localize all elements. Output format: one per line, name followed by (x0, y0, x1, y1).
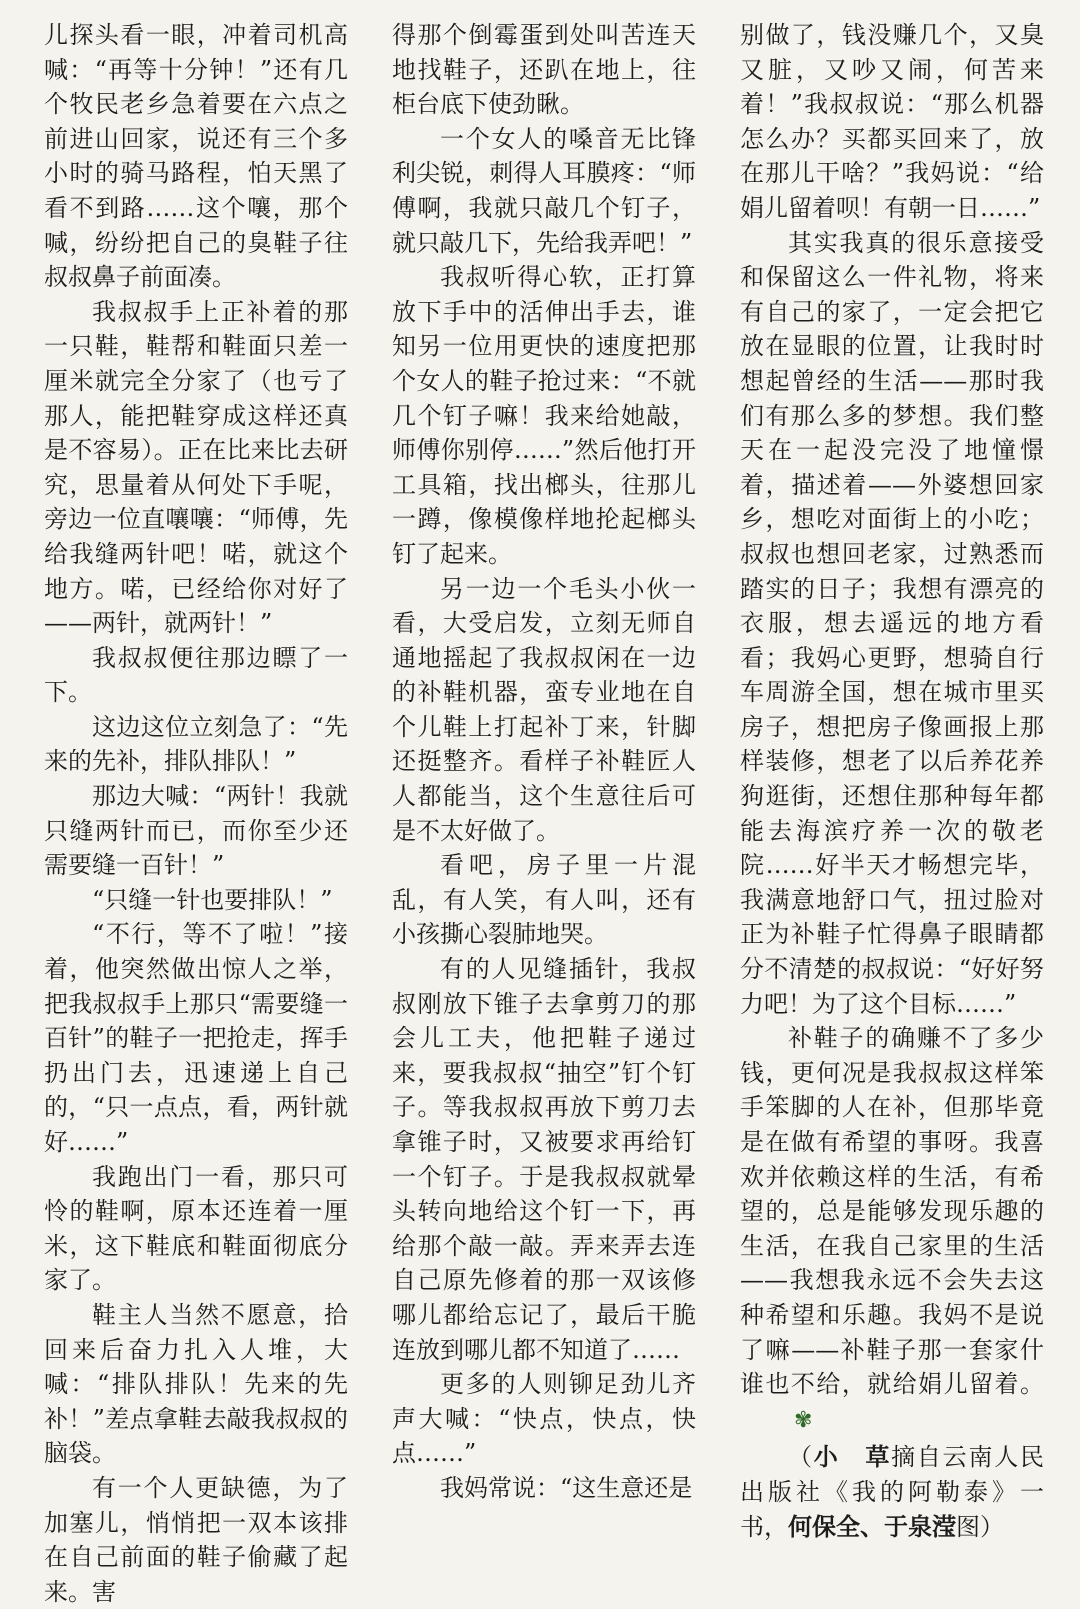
column-2 (392, 18, 696, 1609)
article-credit (740, 1440, 1044, 1544)
paragraph: 看吧，房子里一片混乱，有人笑，有人叫，还有小孩撕心裂肺地哭。 (392, 851, 696, 949)
paragraph: 儿探头看一眼，冲着司机高喊：“再等十分钟！”还有几个牧民老乡急着要在六点之前进山回家，说还有三个多小时的骑马路程，怕天黑了看不到路……这个嚷，那个喊，纷纷把自己的臭鞋子往叔叔鼻子前面凑。 (44, 21, 348, 292)
credit-source: 摘自云南人民出版社《我的阿勒泰》一书， (740, 1443, 1045, 1541)
credit-illustrators: 何保全、于泉滢 (788, 1511, 956, 1541)
paragraph: 得那个倒霉蛋到处叫苦连天地找鞋子，还趴在地上，往柜台底下使劲瞅。 (392, 21, 696, 119)
paragraph: 别做了，钱没赚几个，又臭又脏，又吵又闹，何苦来着！”我叔叔说：“那么机器怎么办？买都买回来了，放在那儿干啥？”我妈说：“给娟儿留着呗！有朝一日……” (740, 21, 1044, 222)
article-columns (44, 18, 1044, 1609)
paragraph: 更多的人则铆足劲儿齐声大喊：“快点，快点，快点……” (392, 1370, 696, 1468)
paragraph: 我叔听得心软，正打算放下手中的活伸出手去，谁知另一位用更快的速度把那个女人的鞋子抢过来：“不就几个钉子嘛！我来给她敲，师傅你别停……”然后他打开工具箱，找出榔头，往那儿一蹲，像模像样地抡起榔头钉了起来。 (392, 263, 696, 568)
paragraph-text: 补鞋子的确赚不了多少钱，更何况是我叔叔这样笨手笨脚的人在补，但那毕竟是在做有希望的事呀。我喜欢并依赖这样的生活，有希望的，总是能够发现乐趣的生活，在我自己家里的生活——我想我永远不会失去这种希望和乐趣。我妈不是说了嘛——补鞋子那一套家什谁也不给，就给娟儿留着。 (740, 1024, 1044, 1399)
credit-author: 小 草 (813, 1442, 892, 1472)
paragraph: 其实我真的很乐意接受和保留这么一件礼物，将来有自己的家了，一定会把它放在显眼的位置，让我时时想起曾经的生活——那时我们有那么多的梦想。我们整天在一起没完没了地憧憬着，描述着——外婆想回家乡，想吃对面街上的小吃；叔叔也想回老家，过熟悉而踏实的日子；我想有漂亮的衣服，想去遥远的地方看看；我妈心更野，想骑自行车周游全国，想在城市里买房子，想把房子像画报上那样装修，想老了以后养花养狗逛街，还想住那种每年都能去海滨疗养一次的敬老院……好半天才畅想完毕，我满意地舒口气，扭过脸对正为补鞋子忙得鼻子眼睛都分不清楚的叔叔说：“好好努力吧！为了这个目标……” (740, 228, 1044, 1018)
paragraph: 我跑出门一看，那只可怜的鞋啊，原本还连着一厘米，这下鞋底和鞋面彻底分家了。 (44, 1162, 348, 1295)
paragraph: 另一边一个毛头小伙一看，大受启发，立刻无师自通地摇起了我叔叔闲在一边的补鞋机器，蛮专业地在自个儿鞋上打起补丁来，针脚还挺整齐。看样子补鞋匠人人都能当，这个生意往后可是不太好做了。 (392, 574, 696, 845)
end-ornament-icon: ✾ (794, 1407, 813, 1433)
credit-suffix: 图） (956, 1512, 1004, 1541)
column-3 (740, 18, 1044, 1609)
column-1 (44, 18, 348, 1609)
paragraph: 我叔叔手上正补着的那一只鞋，鞋帮和鞋面只差一厘米就完全分家了（也亏了那人，能把鞋穿成这样还真是不容易）。正在比来比去研究，思量着从何处下手呢，旁边一位直嚷嚷：“师傅，先给我缝两针吧！喏，就这个地方。喏，已经给你对好了——两针，就两针！” (44, 297, 348, 638)
paragraph-final (740, 1021, 1044, 1438)
paragraph: 鞋主人当然不愿意，拾回来后奋力扎入人堆，大喊：“排队排队！先来的先补！”差点拿鞋去敲我叔叔的脑袋。 (44, 1300, 348, 1468)
paragraph: 一个女人的嗓音无比锋利尖锐，刺得人耳膜疼：“师傅啊，我就只敲几个钉子，就只敲几下，先给我弄吧！” (392, 124, 696, 257)
paragraph: 有的人见缝插针，我叔叔刚放下锥子去拿剪刀的那会儿工夫，他把鞋子递过来，要我叔叔“抽空”钉个钉子。等我叔叔再放下剪刀去拿锥子时，又被要求再给钉一个钉子。于是我叔叔就晕头转向地给这个钉一下，再给那个敲一敲。弄来弄去连自己原先修着的那一双该修哪儿都给忘记了，最后干脆连放到哪儿都不知道了…… (392, 955, 696, 1364)
paragraph: “只缝一针也要排队！” (92, 885, 333, 914)
paragraph: 我妈常说：“这生意还是 (440, 1473, 693, 1502)
credit-prefix: （ (788, 1443, 814, 1472)
paragraph: 我叔叔便往那边瞟了一下。 (44, 643, 348, 707)
paragraph: 这边这位立刻急了：“先来的先补，排队排队！” (44, 712, 348, 776)
paragraph: 有一个人更缺德，为了加塞儿，悄悄把一双本该排在自己前面的鞋子偷藏了起来。害 (44, 1473, 348, 1606)
paragraph: 那边大喊：“两针！我就只缝两针而已，而你至少还需要缝一百针！” (44, 782, 348, 880)
paragraph: “不行，等不了啦！”接着，他突然做出惊人之举，把我叔叔手上那只“需要缝一百针”的鞋子一把抢走，挥手扔出门去，迅速递上自己的，“只一点点，看，两针就好……” (44, 920, 348, 1156)
